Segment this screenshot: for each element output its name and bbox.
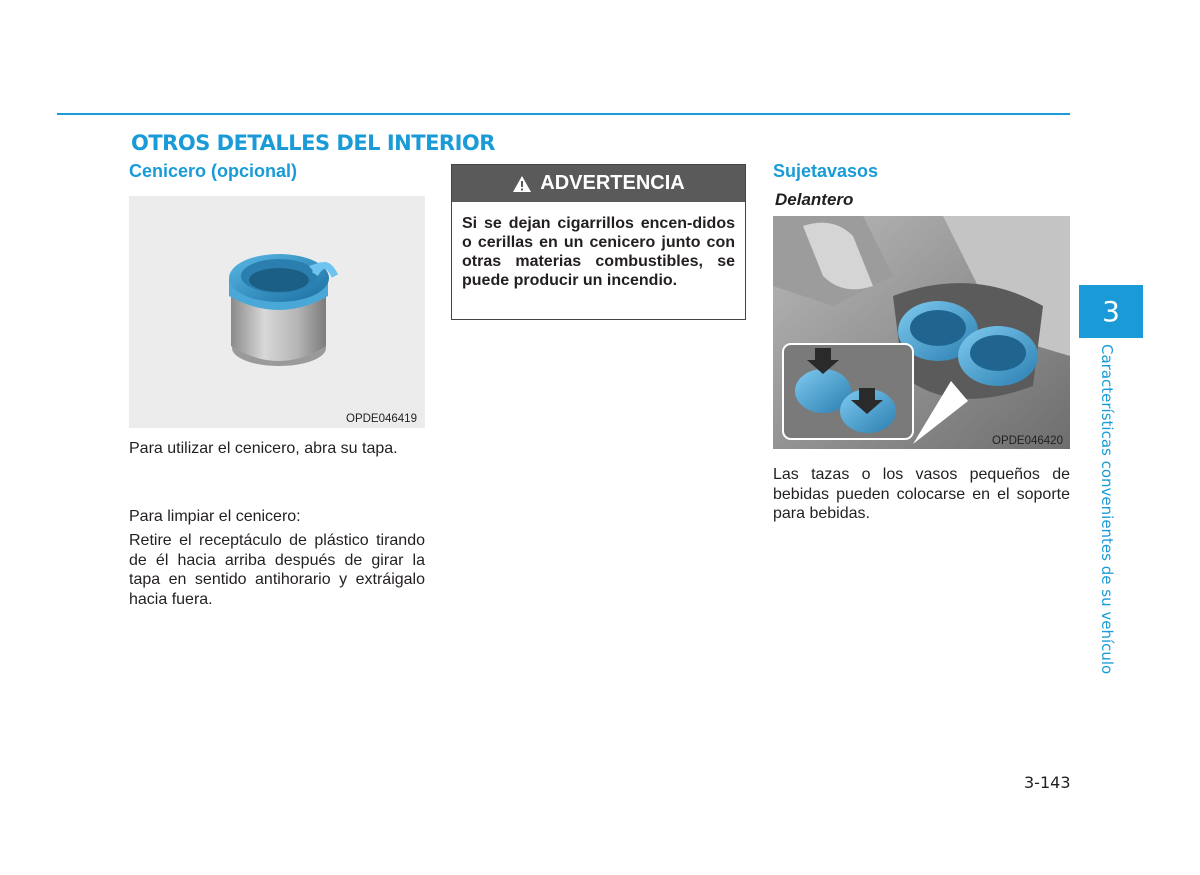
cupholder-heading: Sujetavasos xyxy=(773,161,879,181)
warning-box xyxy=(451,164,746,320)
ashtray-paragraph-2: Para limpiar el cenicero: xyxy=(129,508,301,525)
warning-text: Si se dejan cigarrillos encen-didos o cerillas en un cenicero junto con otras materias combustibles, se puede producir un incendio. xyxy=(462,215,735,289)
cupholder-paragraph-1: Las tazas o los vasos pequeños de bebidas pueden colocarse en el soporte para bebidas. xyxy=(773,466,1070,522)
warning-triangle-icon xyxy=(512,175,532,193)
chapter-title: Características convenientes de su vehículo xyxy=(1098,344,1116,675)
ashtray-heading: Cenicero (opcional) xyxy=(129,161,298,181)
chapter-tab: 3 xyxy=(1079,285,1143,338)
ashtray-illustration xyxy=(129,196,425,428)
cupholder-illustration xyxy=(773,216,1070,449)
ashtray-figure-code: OPDE046419 xyxy=(346,413,417,425)
top-rule xyxy=(57,113,1070,115)
cupholder-figure xyxy=(773,216,1070,449)
ashtray-figure xyxy=(129,196,425,428)
ashtray-paragraph-3: Retire el receptáculo de plástico tirando de él hacia arriba después de girar la tapa en sentido antihorario y extráigalo hacia fuera. xyxy=(129,532,425,608)
section-title: OTROS DETALLES DEL INTERIOR xyxy=(131,131,495,155)
cupholder-subheading: Delantero xyxy=(775,190,854,209)
cupholder-figure-code: OPDE046420 xyxy=(992,435,1063,447)
page-number: 3-143 xyxy=(1024,773,1071,792)
warning-title: ADVERTENCIA xyxy=(540,172,685,194)
ashtray-paragraph-1: Para utilizar el cenicero, abra su tapa. xyxy=(129,440,398,457)
warning-header xyxy=(452,165,745,202)
